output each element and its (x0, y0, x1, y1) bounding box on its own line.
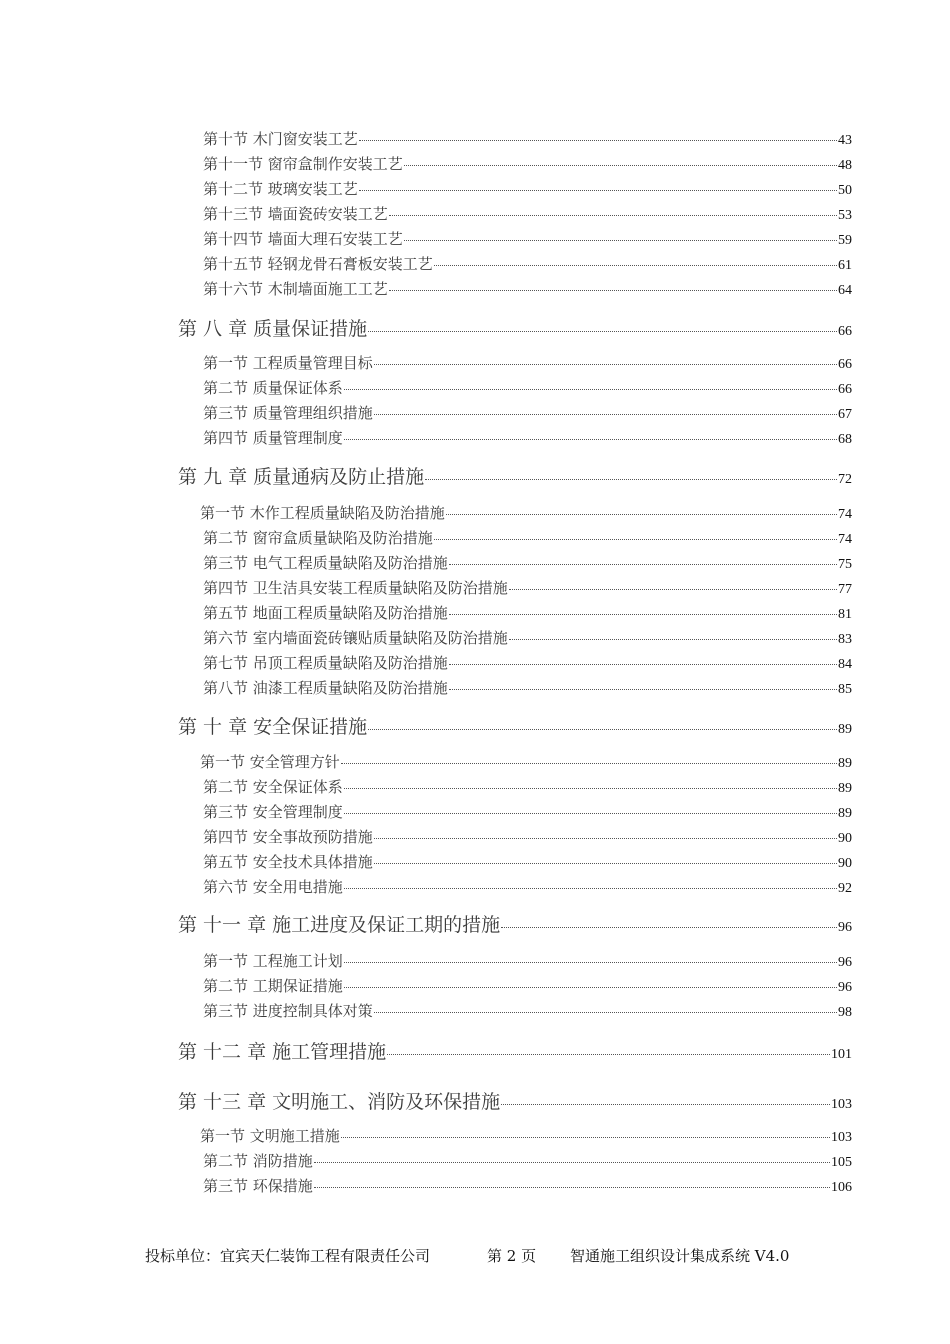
toc-dot-leader (449, 689, 837, 690)
toc-entry-page-number: 96 (838, 920, 852, 935)
toc-entry-page-number: 61 (838, 258, 852, 273)
toc-section-entry (203, 278, 852, 299)
toc-section-entry (203, 950, 852, 971)
toc-section-entry (203, 776, 852, 797)
footer-page-number: 第 2 页 (487, 1247, 537, 1265)
toc-entry-page-number: 64 (838, 283, 852, 298)
toc-entry-page-number: 81 (838, 607, 852, 622)
toc-entry-page-number: 85 (838, 682, 852, 697)
toc-entry-title: 第二节 工期保证措施 (203, 977, 343, 995)
toc-dot-leader (374, 1012, 837, 1013)
toc-entry-page-number: 105 (831, 1155, 852, 1170)
footer-system-name: 智通施工组织设计集成系统 V4.0 (570, 1247, 790, 1265)
toc-dot-leader (434, 539, 837, 540)
toc-entry-page-number: 89 (838, 781, 852, 796)
toc-entry-page-number: 83 (838, 632, 852, 647)
toc-entry-page-number: 66 (838, 324, 852, 339)
toc-dot-leader (509, 589, 837, 590)
toc-section-entry (203, 851, 852, 872)
toc-entry-title: 第 十一 章 施工进度及保证工期的措施 (178, 914, 501, 936)
toc-dot-leader (425, 479, 837, 480)
toc-section-entry (203, 1000, 852, 1021)
toc-entry-page-number: 75 (838, 557, 852, 572)
toc-entry-title: 第一节 木作工程质量缺陷及防治措施 (200, 504, 445, 522)
toc-section-entry (203, 153, 852, 174)
footer-company: 投标单位：宜宾天仁装饰工程有限责任公司 (145, 1247, 431, 1265)
toc-section-entry (203, 652, 852, 673)
toc-entry-page-number: 48 (838, 158, 852, 173)
toc-entry-title: 第四节 卫生洁具安装工程质量缺陷及防治措施 (203, 579, 508, 597)
toc-section-entry (203, 352, 852, 373)
toc-entry-title: 第三节 进度控制具体对策 (203, 1002, 373, 1020)
toc-entry-page-number: 84 (838, 657, 852, 672)
toc-dot-leader (341, 763, 837, 764)
toc-section-entry (203, 975, 852, 996)
toc-entry-page-number: 72 (838, 472, 852, 487)
toc-dot-leader (368, 331, 837, 332)
toc-section-entry (203, 801, 852, 822)
toc-dot-leader (404, 165, 837, 166)
toc-entry-title: 第一节 安全管理方针 (200, 753, 340, 771)
toc-section-entry (203, 427, 852, 448)
toc-section-entry (203, 402, 852, 423)
toc-entry-title: 第六节 安全用电措施 (203, 878, 343, 896)
toc-section-entry (203, 128, 852, 149)
toc-entry-page-number: 53 (838, 208, 852, 223)
toc-dot-leader (344, 439, 837, 440)
toc-chapter-entry (178, 712, 852, 739)
toc-entry-page-number: 74 (838, 507, 852, 522)
toc-entry-title: 第十六节 木制墙面施工工艺 (203, 280, 388, 298)
toc-entry-page-number: 89 (838, 756, 852, 771)
toc-dot-leader (449, 564, 837, 565)
toc-dot-leader (387, 1054, 830, 1055)
toc-entry-title: 第十五节 轻钢龙骨石膏板安装工艺 (203, 255, 433, 273)
toc-dot-leader (314, 1162, 830, 1163)
toc-entry-title: 第十三节 墙面瓷砖安装工艺 (203, 205, 388, 223)
toc-dot-leader (389, 215, 837, 216)
toc-dot-leader (344, 962, 837, 963)
toc-section-entry (203, 826, 852, 847)
toc-section-entry (203, 527, 852, 548)
toc-dot-leader (374, 863, 837, 864)
toc-dot-leader (449, 614, 837, 615)
toc-section-entry (203, 602, 852, 623)
toc-entry-title: 第 十二 章 施工管理措施 (178, 1041, 387, 1063)
toc-entry-page-number: 103 (831, 1097, 852, 1112)
toc-entry-title: 第二节 消防措施 (203, 1152, 313, 1170)
toc-dot-leader (314, 1187, 830, 1188)
toc-entry-page-number: 50 (838, 183, 852, 198)
toc-entry-title: 第三节 电气工程质量缺陷及防治措施 (203, 554, 448, 572)
toc-section-entry (203, 1175, 852, 1196)
toc-entry-title: 第四节 安全事故预防措施 (203, 828, 373, 846)
toc-entry-page-number: 96 (838, 955, 852, 970)
toc-chapter-entry (178, 462, 852, 489)
toc-dot-leader (374, 364, 837, 365)
toc-dot-leader (344, 788, 837, 789)
toc-entry-page-number: 74 (838, 532, 852, 547)
toc-dot-leader (341, 1137, 830, 1138)
toc-entry-page-number: 66 (838, 357, 852, 372)
toc-section-entry (203, 377, 852, 398)
toc-dot-leader (359, 190, 837, 191)
toc-entry-page-number: 98 (838, 1005, 852, 1020)
toc-entry-page-number: 77 (838, 582, 852, 597)
toc-section-entry (203, 253, 852, 274)
toc-entry-title: 第五节 地面工程质量缺陷及防治措施 (203, 604, 448, 622)
toc-dot-leader (501, 927, 837, 928)
toc-dot-leader (404, 240, 837, 241)
toc-entry-page-number: 101 (831, 1047, 852, 1062)
toc-section-entry (203, 203, 852, 224)
toc-dot-leader (449, 664, 837, 665)
toc-section-entry (200, 502, 852, 523)
toc-entry-page-number: 67 (838, 407, 852, 422)
toc-entry-title: 第一节 文明施工措施 (200, 1127, 340, 1145)
toc-entry-page-number: 89 (838, 806, 852, 821)
toc-dot-leader (509, 639, 837, 640)
toc-entry-page-number: 68 (838, 432, 852, 447)
toc-section-entry (203, 876, 852, 897)
toc-entry-title: 第二节 窗帘盒质量缺陷及防治措施 (203, 529, 433, 547)
toc-chapter-entry (178, 1087, 852, 1114)
toc-entry-title: 第三节 环保措施 (203, 1177, 313, 1195)
toc-entry-title: 第三节 安全管理制度 (203, 803, 343, 821)
toc-section-entry (200, 1125, 852, 1146)
toc-section-entry (203, 577, 852, 598)
toc-entry-title: 第七节 吊顶工程质量缺陷及防治措施 (203, 654, 448, 672)
toc-entry-title: 第四节 质量管理制度 (203, 429, 343, 447)
toc-chapter-entry (178, 1037, 852, 1064)
toc-entry-title: 第一节 工程质量管理目标 (203, 354, 373, 372)
toc-entry-page-number: 59 (838, 233, 852, 248)
toc-entry-title: 第十四节 墙面大理石安装工艺 (203, 230, 403, 248)
toc-entry-page-number: 92 (838, 881, 852, 896)
toc-entry-page-number: 103 (831, 1130, 852, 1145)
toc-entry-page-number: 96 (838, 980, 852, 995)
toc-entry-title: 第八节 油漆工程质量缺陷及防治措施 (203, 679, 448, 697)
toc-section-entry (203, 178, 852, 199)
toc-entry-title: 第十一节 窗帘盒制作安装工艺 (203, 155, 403, 173)
toc-dot-leader (446, 514, 837, 515)
toc-dot-leader (374, 414, 837, 415)
toc-section-entry (200, 751, 852, 772)
toc-entry-page-number: 106 (831, 1180, 852, 1195)
toc-dot-leader (434, 265, 837, 266)
toc-entry-title: 第 九 章 质量通病及防止措施 (178, 466, 425, 488)
toc-dot-leader (344, 987, 837, 988)
toc-dot-leader (359, 140, 837, 141)
toc-entry-title: 第二节 质量保证体系 (203, 379, 343, 397)
toc-chapter-entry (178, 910, 852, 937)
toc-entry-title: 第十二节 玻璃安装工艺 (203, 180, 358, 198)
toc-section-entry (203, 228, 852, 249)
toc-entry-title: 第三节 质量管理组织措施 (203, 404, 373, 422)
toc-section-entry (203, 1150, 852, 1171)
toc-chapter-entry (178, 314, 852, 341)
toc-dot-leader (344, 888, 837, 889)
toc-section-entry (203, 627, 852, 648)
toc-entry-page-number: 66 (838, 382, 852, 397)
toc-dot-leader (389, 290, 837, 291)
toc-entry-page-number: 43 (838, 133, 852, 148)
toc-entry-title: 第五节 安全技术具体措施 (203, 853, 373, 871)
toc-entry-title: 第 十三 章 文明施工、消防及环保措施 (178, 1091, 501, 1113)
toc-section-entry (203, 677, 852, 698)
toc-dot-leader (501, 1104, 830, 1105)
toc-dot-leader (344, 813, 837, 814)
toc-entry-title: 第一节 工程施工计划 (203, 952, 343, 970)
toc-dot-leader (368, 729, 837, 730)
toc-section-entry (203, 552, 852, 573)
toc-entry-page-number: 89 (838, 722, 852, 737)
toc-entry-title: 第 十 章 安全保证措施 (178, 716, 368, 738)
toc-entry-page-number: 90 (838, 856, 852, 871)
toc-dot-leader (344, 389, 837, 390)
toc-entry-page-number: 90 (838, 831, 852, 846)
toc-dot-leader (374, 838, 837, 839)
toc-entry-title: 第 八 章 质量保证措施 (178, 318, 368, 340)
toc-entry-title: 第二节 安全保证体系 (203, 778, 343, 796)
toc-entry-title: 第十节 木门窗安装工艺 (203, 130, 358, 148)
toc-entry-title: 第六节 室内墙面瓷砖镶贴质量缺陷及防治措施 (203, 629, 508, 647)
